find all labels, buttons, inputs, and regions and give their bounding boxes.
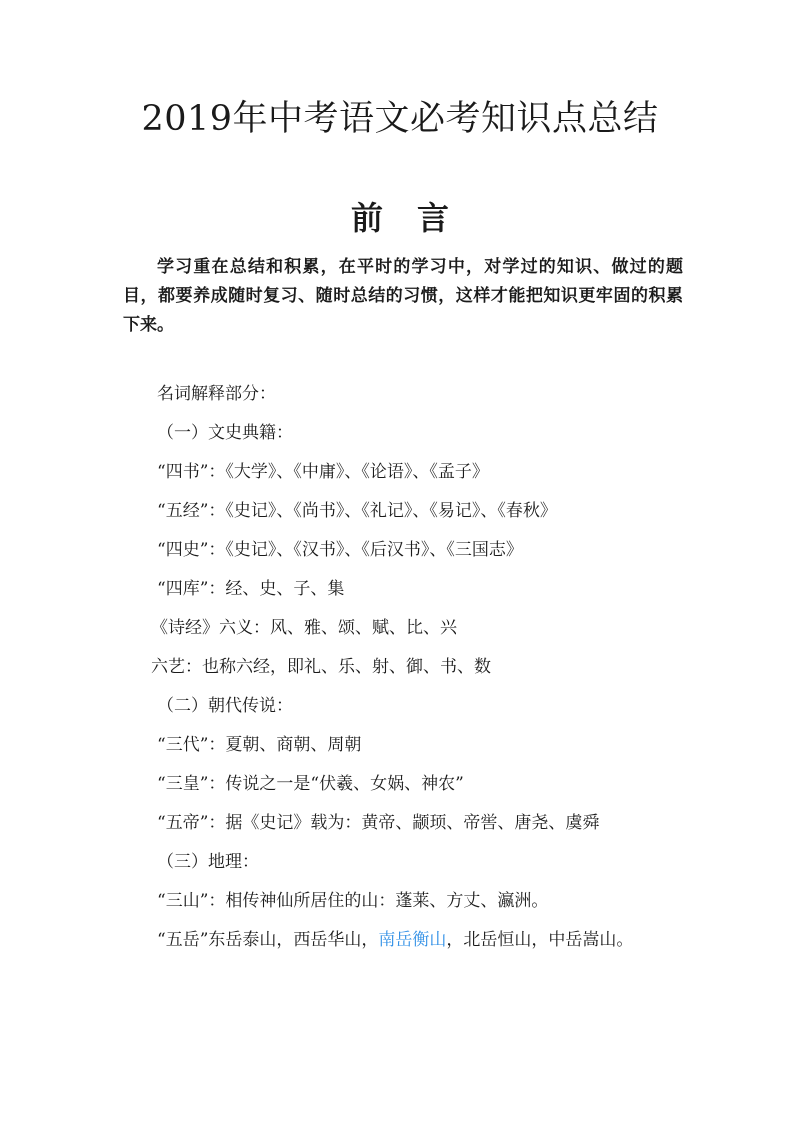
glossary-section — [123, 381, 683, 953]
entry-wuyue-part1: “五岳”东岳泰山，西岳华山， — [157, 930, 379, 950]
entry-siku: “四库”：经、史、子、集 — [157, 579, 345, 599]
entry-sanhuang: “三皇”：传说之一是“伏羲、女娲、神农” — [157, 774, 464, 794]
entry-wujing: “五经”：《史记》、《尚书》、《礼记》、《易记》、《春秋》 — [157, 501, 557, 521]
entry-shijing: 《诗经》六义：风、雅、颂、赋、比、兴 — [151, 618, 457, 638]
hengshan-link[interactable]: 南岳衡山 — [378, 930, 447, 950]
entry-wudi: “五帝”：据《史记》载为：黄帝、颛顼、帝喾、唐尧、虞舜 — [157, 813, 600, 833]
entry-sandai: “三代”：夏朝、商朝、周朝 — [157, 735, 362, 755]
entry-wuyue — [123, 927, 683, 953]
entry-sishi: “四史”：《史记》、《汉书》、《后汉书》、《三国志》 — [157, 540, 523, 560]
page-title: 2019年中考语文必考知识点总结 — [141, 99, 659, 139]
section-title: 名词解释部分： — [157, 384, 276, 404]
preface-paragraph: 学习重在总结和积累，在平时的学习中，对学过的知识、做过的题目，都要养成随时复习、随时总结的习惯，这样才能把知识更牢固的积累下来。 — [123, 257, 683, 335]
subsection-heading-geography: （三）地理： — [157, 852, 259, 872]
subsection-heading-dynasties: （二）朝代传说： — [157, 696, 293, 716]
subsection-heading-classics: （一）文史典籍： — [157, 423, 293, 443]
entry-sanshan: “三山”：相传神仙所居住的山：蓬莱、方丈、瀛洲。 — [157, 891, 549, 911]
entry-liuyi: 六艺：也称六经，即礼、乐、射、御、书、数 — [151, 657, 491, 677]
preface-heading: 前言 — [350, 199, 483, 237]
entry-wuyue-part2: ，北岳恒山，中岳嵩山。 — [446, 930, 634, 950]
entry-sishu: “四书”：《大学》、《中庸》、《论语》、《孟子》 — [157, 462, 489, 482]
